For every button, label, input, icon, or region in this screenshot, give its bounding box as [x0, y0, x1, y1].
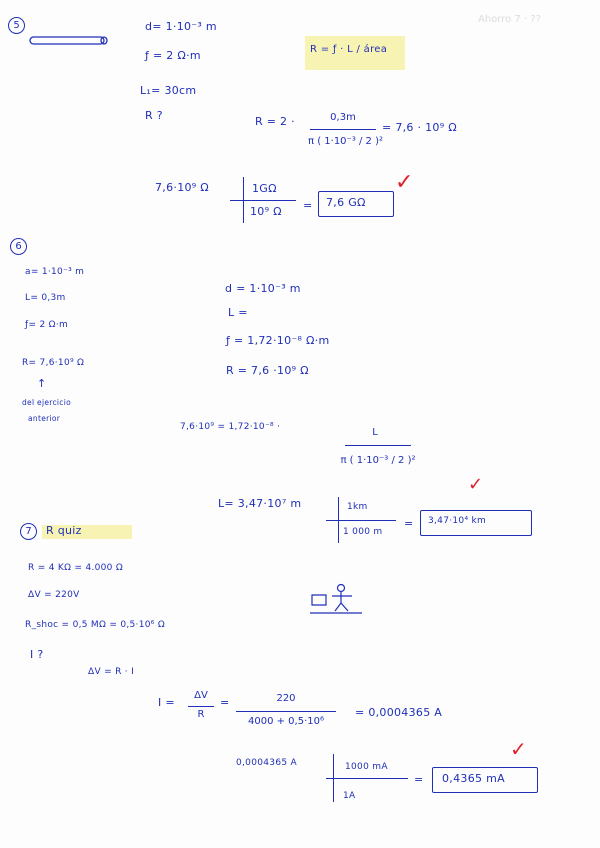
ex7-frac-bar-1	[188, 706, 214, 707]
ex5-d: d= 1·10⁻³ m	[145, 20, 217, 33]
ex7-conv-left: 0,0004365 A	[236, 758, 297, 768]
ex6-arrow: ↑	[37, 377, 47, 390]
ex7-line-1: R = 4 KΩ = 4.000 Ω	[28, 563, 124, 573]
ex5-frac-bar	[310, 129, 376, 130]
ex5-conv-eq: =	[303, 199, 313, 212]
ex7-eq-sign: =	[220, 696, 230, 709]
ex7-calc-frac-den: R	[197, 709, 205, 720]
check-mark-5: ✓	[395, 170, 414, 195]
ex5-conv-left: 7,6·10⁹ Ω	[155, 181, 209, 194]
ex7-calc-den: 4000 + 0,5·10⁶	[247, 716, 324, 727]
ex5-conv-den: 10⁹ Ω	[250, 205, 282, 218]
ex6-calc-den: π ( 1·10⁻³ / 2 )²	[340, 455, 416, 466]
stick-figure-doodle	[308, 583, 364, 617]
ex7-calc-result: = 0,0004365 A	[355, 706, 443, 719]
ex7-line-2: ΔV = 220V	[28, 590, 80, 600]
ex5-calc-left: R = 2 ·	[255, 115, 295, 128]
ex5-question: R ?	[145, 109, 163, 122]
ex7-conv-hbar	[326, 778, 408, 779]
ex6-calc-num: L	[372, 427, 378, 438]
ex7-conv-num: 1000 mA	[345, 762, 388, 772]
ex6-left-1: a= 1·10⁻³ m	[25, 267, 85, 277]
ex7-calc-left: I =	[158, 696, 175, 709]
ex5-calc-den: π ( 1·10⁻³ / 2 )²	[308, 136, 384, 147]
check-mark-7: ✓	[510, 737, 527, 761]
ex7-calc-num: 220	[276, 693, 296, 704]
ex7-conv-den: 1A	[343, 791, 356, 801]
ex5-calc-num: 0,3m	[330, 112, 356, 123]
ex6-note-1: del ejercicio	[22, 398, 71, 407]
ex5-conv-num: 1GΩ	[252, 182, 277, 195]
ghost-text: Ahorro 7 · ??	[478, 14, 541, 25]
ex6-right-2: L =	[228, 306, 248, 319]
ex6-left-3: ƒ= 2 Ω·m	[25, 320, 69, 330]
ex7-calc-frac-num: ΔV	[194, 690, 208, 701]
ex7-conv-eq: =	[414, 773, 424, 786]
ex6-left-4: R= 7,6·10⁹ Ω	[22, 358, 85, 368]
ex6-conv-den: 1 000 m	[343, 527, 383, 537]
exercise-7-number: 7	[20, 523, 37, 540]
ex6-right-4: R = 7,6 ·10⁹ Ω	[226, 364, 309, 377]
ex7-frac-bar-2	[236, 711, 336, 712]
ex5-length: L₁= 30cm	[140, 84, 197, 97]
ex6-note-2: anterior	[28, 414, 61, 423]
ex6-frac-bar	[345, 445, 411, 446]
wire-drawing	[28, 34, 112, 48]
ex6-conv-eq: =	[404, 517, 414, 530]
check-mark-6: ✓	[468, 474, 484, 495]
ex6-left-2: L= 0,3m	[25, 293, 66, 303]
ex7-line-4: I ?	[30, 648, 44, 661]
ex7-title: R quiz	[46, 524, 82, 537]
exercise-6-number: 6	[10, 238, 27, 255]
ex7-line-3: R_shoc = 0,5 MΩ = 0,5·10⁶ Ω	[25, 620, 166, 630]
ex6-answer: 3,47·10⁴ km	[428, 516, 487, 526]
ex5-formula: R = ƒ · L / área	[310, 44, 388, 55]
ex5-answer: 7,6 GΩ	[326, 196, 366, 209]
ex6-conv-hbar	[326, 520, 396, 521]
ex7-answer: 0,4365 mA	[442, 772, 505, 785]
ex5-calc-result: = 7,6 · 10⁹ Ω	[382, 121, 457, 134]
exercise-5-number: 5	[8, 17, 25, 34]
ex6-calc-left: 7,6·10⁹ = 1,72·10⁻⁸ ·	[180, 422, 281, 432]
ex7-ohm-law: ΔV = R · I	[88, 667, 135, 677]
ex6-conv-left: L= 3,47·10⁷ m	[218, 497, 302, 510]
ex6-right-3: ƒ = 1,72·10⁻⁸ Ω·m	[226, 334, 330, 347]
ex6-right-1: d = 1·10⁻³ m	[225, 282, 301, 295]
ex5-conv-hbar	[230, 200, 296, 201]
ex6-conv-num: 1km	[347, 502, 368, 512]
ex5-rho: ƒ = 2 Ω·m	[145, 49, 201, 62]
